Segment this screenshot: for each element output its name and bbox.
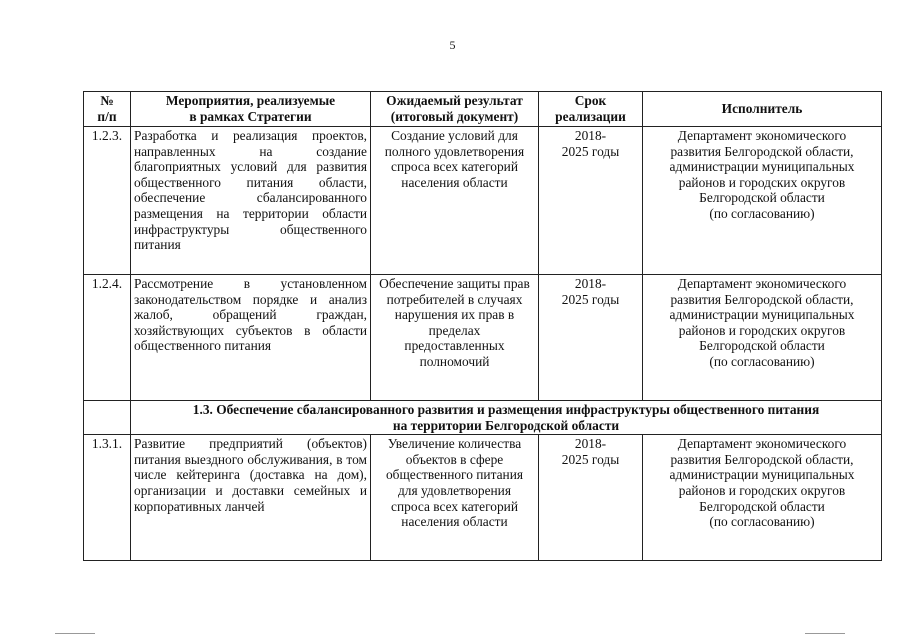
header-term: Срок реализации xyxy=(539,92,643,127)
table-header-row xyxy=(84,92,882,127)
header-num: № п/п xyxy=(84,92,131,127)
header-executor: Исполнитель xyxy=(643,92,882,127)
term-cell: 2018- 2025 годы xyxy=(539,275,643,401)
section-row xyxy=(84,401,882,435)
term-cell: 2018- 2025 годы xyxy=(539,435,643,561)
strategy-activities-table xyxy=(83,91,882,561)
result-cell: Обеспечение защиты прав потребителей в случаях нарушения их прав в пределах предоставленных полномочий xyxy=(371,275,539,401)
section-title: 1.3. Обеспечение сбалансированного развития и размещения инфраструктуры общественного питания на территории Белгородской области xyxy=(131,401,882,435)
row-number: 1.2.3. xyxy=(84,127,131,275)
page-number: 5 xyxy=(449,38,456,52)
header-activities: Мероприятия, реализуемые в рамках Стратегии xyxy=(131,92,371,127)
result-cell: Создание условий для полного удовлетворения спроса всех категорий населения области xyxy=(371,127,539,275)
result-cell: Увеличение количества объектов в сфере общественного питания для удовлетворения спроса всех категорий населения области xyxy=(371,435,539,561)
executor-cell: Департамент экономического развития Белгородской области, администрации муниципальных районов и городских округов Белгородской области (по согласованию) xyxy=(643,127,882,275)
activity-cell: Разработка и реализация проектов, направленных на создание благоприятных условий для развития общественного питания области, обеспечение сбалансированного размещения на территории области инфраструктуры общественного питания xyxy=(131,127,371,275)
row-number: 1.2.4. xyxy=(84,275,131,401)
table-row xyxy=(84,127,882,275)
scan-mark-right xyxy=(805,633,845,634)
executor-cell: Департамент экономического развития Белгородской области, администрации муниципальных районов и городских округов Белгородской области (по согласованию) xyxy=(643,275,882,401)
table-row xyxy=(84,435,882,561)
header-result: Ожидаемый результат (итоговый документ) xyxy=(371,92,539,127)
scan-mark-left xyxy=(55,633,95,634)
activity-cell: Развитие предприятий (объектов) питания выездного обслуживания, в том числе кейтеринга (доставка на дом), организации и доставки семейных и корпоративных ланчей xyxy=(131,435,371,561)
table-row xyxy=(84,275,882,401)
section-number-cell xyxy=(84,401,131,435)
activity-cell: Рассмотрение в установленном законодательством порядке и анализ жалоб, обращений граждан, хозяйствующих субъектов в области общественного питания xyxy=(131,275,371,401)
executor-cell: Департамент экономического развития Белгородской области, администрации муниципальных районов и городских округов Белгородской области (по согласованию) xyxy=(643,435,882,561)
row-number: 1.3.1. xyxy=(84,435,131,561)
term-cell: 2018- 2025 годы xyxy=(539,127,643,275)
